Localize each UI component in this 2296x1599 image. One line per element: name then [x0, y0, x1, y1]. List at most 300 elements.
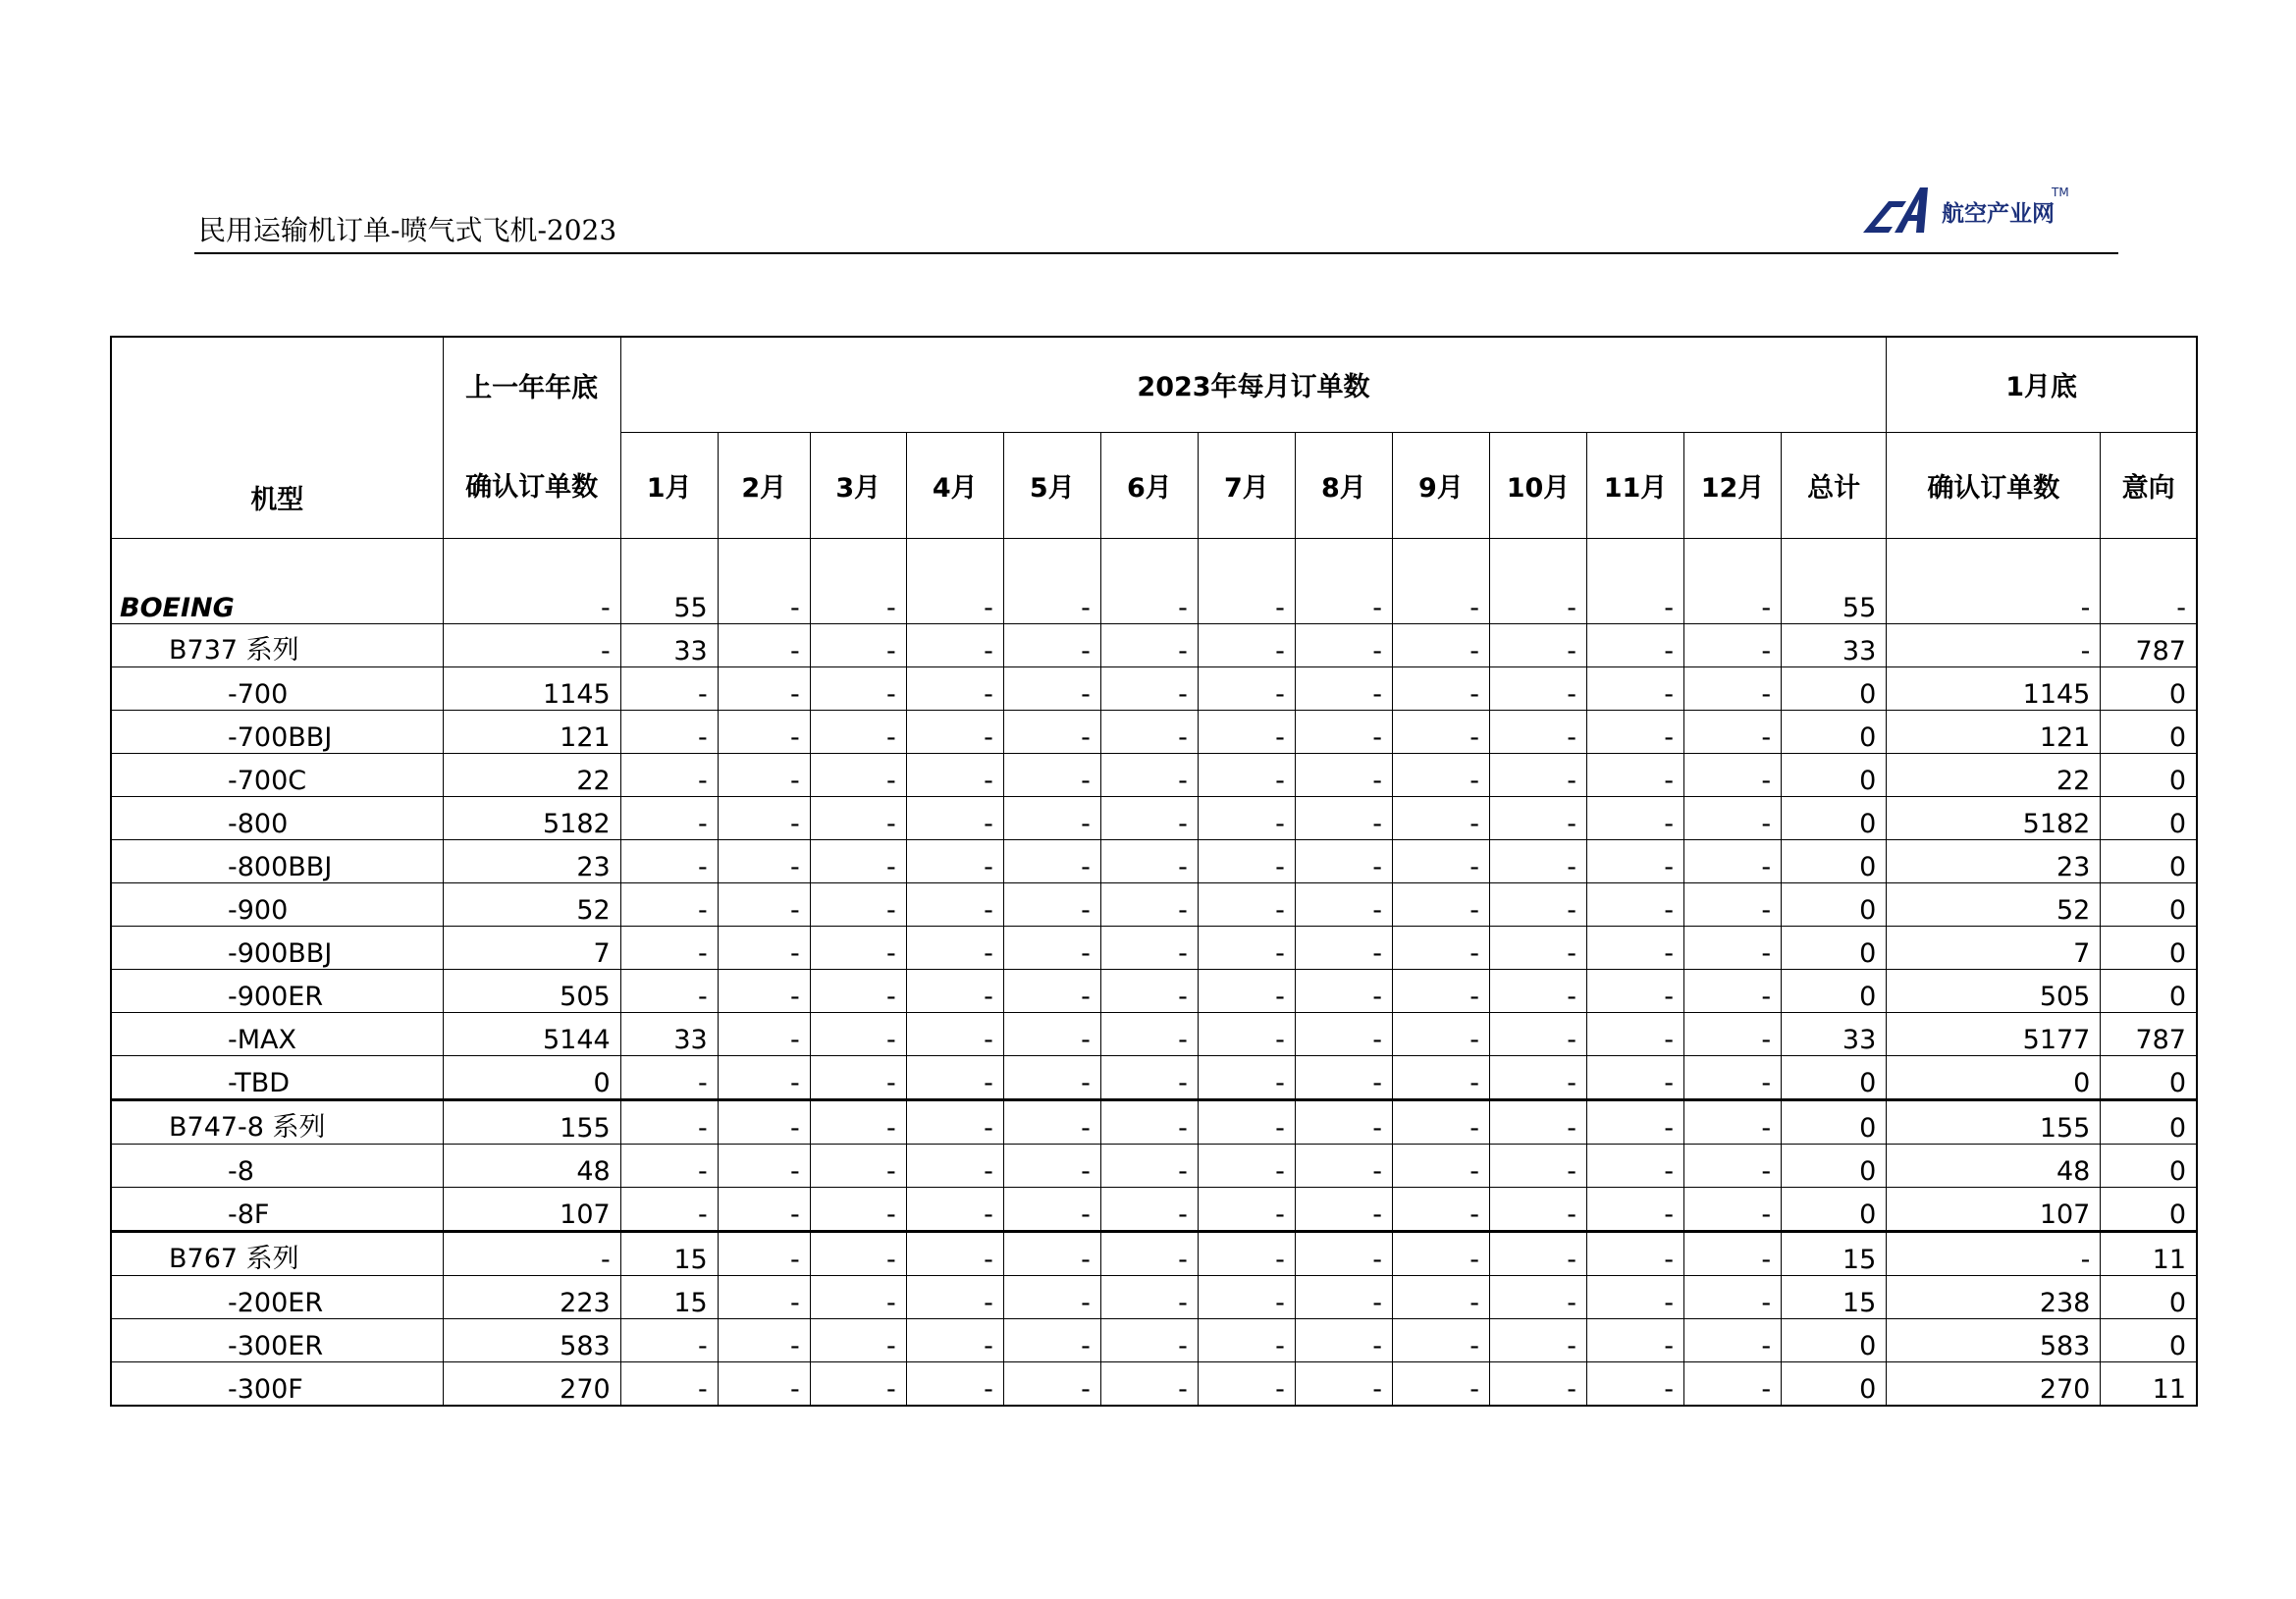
cell-confirmed: 5177 — [1887, 1012, 2101, 1055]
cell-month-6: - — [1100, 1187, 1198, 1231]
cell-month-6: - — [1100, 796, 1198, 839]
col-month-12-header: 12月 — [1684, 432, 1782, 538]
cell-month-3: - — [810, 753, 906, 796]
cell-month-12: - — [1684, 538, 1782, 623]
cell-model: B747-8 系列 — [111, 1099, 443, 1144]
cell-intent: 0 — [2101, 1144, 2197, 1187]
cell-intent: 0 — [2101, 1099, 2197, 1144]
cell-month-6: - — [1100, 1012, 1198, 1055]
cell-total: 0 — [1782, 1318, 1887, 1361]
cell-prev-confirmed: 23 — [443, 839, 620, 882]
cell-month-11: - — [1587, 710, 1684, 753]
cell-month-12: - — [1684, 1275, 1782, 1318]
cell-prev-confirmed: 1145 — [443, 666, 620, 710]
table-row — [111, 882, 2197, 926]
cell-model: -800 — [111, 796, 443, 839]
cell-month-10: - — [1489, 1144, 1586, 1187]
cell-intent: 0 — [2101, 969, 2197, 1012]
table-row — [111, 1275, 2197, 1318]
cell-intent: 0 — [2101, 1275, 2197, 1318]
cell-month-2: - — [718, 926, 810, 969]
cell-month-5: - — [1003, 623, 1100, 666]
cell-month-12: - — [1684, 839, 1782, 882]
cell-month-1: - — [620, 882, 718, 926]
cell-month-11: - — [1587, 753, 1684, 796]
cell-intent: 0 — [2101, 1318, 2197, 1361]
cell-month-8: - — [1295, 839, 1392, 882]
cell-month-1: 15 — [620, 1231, 718, 1275]
cell-month-5: - — [1003, 753, 1100, 796]
cell-month-11: - — [1587, 839, 1684, 882]
cell-month-11: - — [1587, 1144, 1684, 1187]
cell-month-5: - — [1003, 1361, 1100, 1406]
cell-month-8: - — [1295, 1144, 1392, 1187]
cell-confirmed: 5182 — [1887, 796, 2101, 839]
cell-month-9: - — [1392, 1275, 1489, 1318]
cell-month-10: - — [1489, 1361, 1586, 1406]
cell-month-10: - — [1489, 1275, 1586, 1318]
cell-month-7: - — [1198, 969, 1295, 1012]
cell-month-1: - — [620, 1361, 718, 1406]
col-intent-header: 意向 — [2101, 432, 2197, 538]
cell-month-6: - — [1100, 710, 1198, 753]
cell-month-7: - — [1198, 538, 1295, 623]
cell-model: -TBD — [111, 1055, 443, 1099]
cell-total: 0 — [1782, 969, 1887, 1012]
table-row — [111, 538, 2197, 623]
cell-month-12: - — [1684, 1187, 1782, 1231]
cell-intent: 0 — [2101, 710, 2197, 753]
cell-total: 33 — [1782, 1012, 1887, 1055]
cell-prev-confirmed: 223 — [443, 1275, 620, 1318]
page-header — [194, 186, 2118, 254]
cell-total: 15 — [1782, 1275, 1887, 1318]
cell-month-7: - — [1198, 1231, 1295, 1275]
cell-month-2: - — [718, 1055, 810, 1099]
cell-month-6: - — [1100, 1055, 1198, 1099]
cell-month-7: - — [1198, 1187, 1295, 1231]
cell-month-7: - — [1198, 882, 1295, 926]
cell-month-5: - — [1003, 538, 1100, 623]
cell-total: 0 — [1782, 1144, 1887, 1187]
cell-confirmed: 238 — [1887, 1275, 2101, 1318]
cell-month-2: - — [718, 1099, 810, 1144]
cell-month-4: - — [906, 753, 1003, 796]
cell-month-6: - — [1100, 1318, 1198, 1361]
cell-month-1: - — [620, 1055, 718, 1099]
cell-month-8: - — [1295, 753, 1392, 796]
cell-month-10: - — [1489, 839, 1586, 882]
cell-month-5: - — [1003, 666, 1100, 710]
cell-month-12: - — [1684, 1361, 1782, 1406]
cell-total: 0 — [1782, 1187, 1887, 1231]
cell-month-8: - — [1295, 1318, 1392, 1361]
cell-intent: - — [2101, 538, 2197, 623]
cell-model: -300ER — [111, 1318, 443, 1361]
cell-model: -800BBJ — [111, 839, 443, 882]
cell-month-8: - — [1295, 666, 1392, 710]
cell-month-12: - — [1684, 1099, 1782, 1144]
cell-month-12: - — [1684, 666, 1782, 710]
cell-confirmed: 1145 — [1887, 666, 2101, 710]
cell-month-5: - — [1003, 882, 1100, 926]
cell-month-8: - — [1295, 1055, 1392, 1099]
col-prev-year-header: 上一年年底 — [443, 337, 620, 432]
cell-month-9: - — [1392, 1187, 1489, 1231]
cell-month-7: - — [1198, 1318, 1295, 1361]
cell-month-12: - — [1684, 882, 1782, 926]
cell-month-3: - — [810, 1231, 906, 1275]
cell-prev-confirmed: 48 — [443, 1144, 620, 1187]
cell-month-5: - — [1003, 1055, 1100, 1099]
cell-month-9: - — [1392, 1318, 1489, 1361]
cell-month-2: - — [718, 839, 810, 882]
cell-month-7: - — [1198, 1099, 1295, 1144]
cell-month-7: - — [1198, 1275, 1295, 1318]
cell-model: -900 — [111, 882, 443, 926]
cell-month-4: - — [906, 1231, 1003, 1275]
table-header — [111, 337, 2197, 538]
col-month-10-header: 10月 — [1489, 432, 1586, 538]
cell-intent: 11 — [2101, 1361, 2197, 1406]
cell-month-8: - — [1295, 710, 1392, 753]
cell-prev-confirmed: 0 — [443, 1055, 620, 1099]
cell-month-10: - — [1489, 796, 1586, 839]
cell-month-2: - — [718, 538, 810, 623]
cell-total: 0 — [1782, 1361, 1887, 1406]
cell-month-4: - — [906, 1012, 1003, 1055]
cell-prev-confirmed: 22 — [443, 753, 620, 796]
cell-month-11: - — [1587, 623, 1684, 666]
cell-month-5: - — [1003, 926, 1100, 969]
col-month-4-header: 4月 — [906, 432, 1003, 538]
col-prev-confirmed-header: 确认订单数 — [443, 432, 620, 538]
cell-month-3: - — [810, 666, 906, 710]
cell-month-4: - — [906, 839, 1003, 882]
cell-month-7: - — [1198, 753, 1295, 796]
cell-month-12: - — [1684, 1231, 1782, 1275]
col-model-header: 机型 — [111, 337, 443, 538]
cell-model: -MAX — [111, 1012, 443, 1055]
cell-month-5: - — [1003, 969, 1100, 1012]
cell-month-8: - — [1295, 1231, 1392, 1275]
cell-month-3: - — [810, 623, 906, 666]
cell-prev-confirmed: 505 — [443, 969, 620, 1012]
cell-month-6: - — [1100, 1231, 1198, 1275]
cell-month-2: - — [718, 666, 810, 710]
cell-month-4: - — [906, 1099, 1003, 1144]
cell-month-10: - — [1489, 1187, 1586, 1231]
cell-month-2: - — [718, 969, 810, 1012]
cell-model: -8 — [111, 1144, 443, 1187]
cell-month-8: - — [1295, 623, 1392, 666]
cell-month-4: - — [906, 882, 1003, 926]
cell-confirmed: 505 — [1887, 969, 2101, 1012]
cell-month-6: - — [1100, 1099, 1198, 1144]
cell-month-10: - — [1489, 623, 1586, 666]
cell-month-6: - — [1100, 839, 1198, 882]
cell-prev-confirmed: 5182 — [443, 796, 620, 839]
cell-month-10: - — [1489, 882, 1586, 926]
col-month-2-header: 2月 — [718, 432, 810, 538]
cell-month-11: - — [1587, 1361, 1684, 1406]
cell-model: -700 — [111, 666, 443, 710]
cell-month-3: - — [810, 1275, 906, 1318]
cell-model: -900ER — [111, 969, 443, 1012]
cell-prev-confirmed: 155 — [443, 1099, 620, 1144]
cell-month-8: - — [1295, 882, 1392, 926]
cell-month-1: 33 — [620, 1012, 718, 1055]
cell-month-4: - — [906, 538, 1003, 623]
cell-month-4: - — [906, 1318, 1003, 1361]
cell-month-6: - — [1100, 969, 1198, 1012]
cell-intent: 0 — [2101, 839, 2197, 882]
cell-month-10: - — [1489, 1012, 1586, 1055]
cell-month-7: - — [1198, 796, 1295, 839]
cell-month-12: - — [1684, 1318, 1782, 1361]
aviation-logo — [1859, 182, 2085, 239]
cell-month-5: - — [1003, 839, 1100, 882]
cell-month-1: - — [620, 710, 718, 753]
cell-month-6: - — [1100, 666, 1198, 710]
cell-month-3: - — [810, 839, 906, 882]
cell-month-6: - — [1100, 926, 1198, 969]
cell-month-7: - — [1198, 926, 1295, 969]
cell-month-2: - — [718, 623, 810, 666]
cell-total: 0 — [1782, 666, 1887, 710]
cell-month-10: - — [1489, 710, 1586, 753]
cell-month-4: - — [906, 796, 1003, 839]
table-row — [111, 1012, 2197, 1055]
cell-month-10: - — [1489, 1318, 1586, 1361]
cell-month-4: - — [906, 1361, 1003, 1406]
cell-month-6: - — [1100, 882, 1198, 926]
cell-month-1: - — [620, 753, 718, 796]
cell-month-3: - — [810, 926, 906, 969]
cell-month-6: - — [1100, 753, 1198, 796]
cell-confirmed: 0 — [1887, 1055, 2101, 1099]
cell-month-12: - — [1684, 969, 1782, 1012]
cell-month-4: - — [906, 1275, 1003, 1318]
col-month-3-header: 3月 — [810, 432, 906, 538]
cell-month-5: - — [1003, 796, 1100, 839]
cell-month-9: - — [1392, 1012, 1489, 1055]
cell-month-12: - — [1684, 796, 1782, 839]
cell-intent: 787 — [2101, 1012, 2197, 1055]
cell-month-12: - — [1684, 926, 1782, 969]
document-title: 民用运输机订单-喷气式飞机-2023 — [198, 214, 617, 246]
cell-month-11: - — [1587, 666, 1684, 710]
cell-month-2: - — [718, 1275, 810, 1318]
cell-month-3: - — [810, 882, 906, 926]
cell-confirmed: 107 — [1887, 1187, 2101, 1231]
cell-month-8: - — [1295, 1099, 1392, 1144]
cell-model: -700C — [111, 753, 443, 796]
cell-month-4: - — [906, 926, 1003, 969]
cell-month-9: - — [1392, 796, 1489, 839]
cell-confirmed: - — [1887, 623, 2101, 666]
cell-prev-confirmed: - — [443, 538, 620, 623]
cell-intent: 0 — [2101, 882, 2197, 926]
table-row — [111, 969, 2197, 1012]
cell-month-4: - — [906, 1144, 1003, 1187]
cell-month-2: - — [718, 753, 810, 796]
cell-month-1: - — [620, 839, 718, 882]
cell-confirmed: - — [1887, 1231, 2101, 1275]
col-monthly-group-header: 2023年每月订单数 — [620, 337, 1887, 432]
cell-month-2: - — [718, 1318, 810, 1361]
cell-month-8: - — [1295, 1361, 1392, 1406]
cell-intent: 11 — [2101, 1231, 2197, 1275]
cell-month-5: - — [1003, 1231, 1100, 1275]
cell-month-4: - — [906, 1055, 1003, 1099]
cell-prev-confirmed: 583 — [443, 1318, 620, 1361]
cell-month-3: - — [810, 1361, 906, 1406]
table-row — [111, 796, 2197, 839]
cell-month-8: - — [1295, 1187, 1392, 1231]
cell-month-9: - — [1392, 1231, 1489, 1275]
cell-month-9: - — [1392, 623, 1489, 666]
cell-intent: 0 — [2101, 796, 2197, 839]
cell-month-3: - — [810, 796, 906, 839]
cell-month-4: - — [906, 1187, 1003, 1231]
cell-month-5: - — [1003, 710, 1100, 753]
table-row — [111, 1099, 2197, 1144]
cell-total: 33 — [1782, 623, 1887, 666]
cell-intent: 0 — [2101, 753, 2197, 796]
table-body — [111, 538, 2197, 1406]
cell-month-1: - — [620, 796, 718, 839]
cell-month-12: - — [1684, 1012, 1782, 1055]
cell-month-7: - — [1198, 623, 1295, 666]
cell-month-3: - — [810, 538, 906, 623]
cell-model: BOEING — [111, 538, 443, 623]
cell-month-11: - — [1587, 538, 1684, 623]
cell-model: B737 系列 — [111, 623, 443, 666]
cell-month-9: - — [1392, 839, 1489, 882]
cell-model: -200ER — [111, 1275, 443, 1318]
cell-month-2: - — [718, 796, 810, 839]
cell-month-7: - — [1198, 1361, 1295, 1406]
cell-month-9: - — [1392, 1055, 1489, 1099]
cell-month-10: - — [1489, 969, 1586, 1012]
col-month-end-group-header: 1月底 — [1887, 337, 2197, 432]
cell-month-2: - — [718, 1361, 810, 1406]
cell-prev-confirmed: 107 — [443, 1187, 620, 1231]
cell-month-3: - — [810, 1318, 906, 1361]
cell-prev-confirmed: - — [443, 1231, 620, 1275]
table-row — [111, 710, 2197, 753]
cell-month-5: - — [1003, 1187, 1100, 1231]
cell-month-9: - — [1392, 1099, 1489, 1144]
cell-month-10: - — [1489, 1099, 1586, 1144]
cell-total: 0 — [1782, 753, 1887, 796]
cell-month-9: - — [1392, 666, 1489, 710]
table-row — [111, 1231, 2197, 1275]
col-month-7-header: 7月 — [1198, 432, 1295, 538]
cell-month-4: - — [906, 710, 1003, 753]
cell-total: 0 — [1782, 710, 1887, 753]
cell-month-11: - — [1587, 1231, 1684, 1275]
cell-prev-confirmed: - — [443, 623, 620, 666]
cell-month-1: - — [620, 666, 718, 710]
cell-month-11: - — [1587, 1012, 1684, 1055]
cell-month-11: - — [1587, 796, 1684, 839]
cell-confirmed: 121 — [1887, 710, 2101, 753]
cell-month-3: - — [810, 969, 906, 1012]
cell-total: 0 — [1782, 882, 1887, 926]
cell-month-2: - — [718, 1187, 810, 1231]
cell-prev-confirmed: 270 — [443, 1361, 620, 1406]
cell-month-5: - — [1003, 1012, 1100, 1055]
cell-total: 0 — [1782, 1055, 1887, 1099]
cell-model: -700BBJ — [111, 710, 443, 753]
cell-month-5: - — [1003, 1318, 1100, 1361]
cell-month-7: - — [1198, 1144, 1295, 1187]
col-month-1-header: 1月 — [620, 432, 718, 538]
cell-month-8: - — [1295, 1012, 1392, 1055]
cell-intent: 0 — [2101, 666, 2197, 710]
cell-month-5: - — [1003, 1099, 1100, 1144]
cell-month-1: - — [620, 1187, 718, 1231]
col-month-11-header: 11月 — [1587, 432, 1684, 538]
cell-month-11: - — [1587, 882, 1684, 926]
cell-month-1: - — [620, 1099, 718, 1144]
cell-month-1: - — [620, 926, 718, 969]
cell-month-12: - — [1684, 1055, 1782, 1099]
cell-month-8: - — [1295, 926, 1392, 969]
cell-month-9: - — [1392, 882, 1489, 926]
cell-month-8: - — [1295, 969, 1392, 1012]
cell-month-6: - — [1100, 623, 1198, 666]
cell-model: -300F — [111, 1361, 443, 1406]
cell-month-7: - — [1198, 1055, 1295, 1099]
cell-month-11: - — [1587, 1318, 1684, 1361]
cell-month-3: - — [810, 1187, 906, 1231]
cell-month-12: - — [1684, 710, 1782, 753]
logo-text: 航空产业网 — [1942, 201, 2055, 227]
cell-month-1: - — [620, 1144, 718, 1187]
cell-month-7: - — [1198, 710, 1295, 753]
cell-month-11: - — [1587, 1275, 1684, 1318]
cell-confirmed: 270 — [1887, 1361, 2101, 1406]
cell-month-2: - — [718, 710, 810, 753]
cell-month-3: - — [810, 1055, 906, 1099]
cell-month-6: - — [1100, 1144, 1198, 1187]
table-row — [111, 753, 2197, 796]
cell-month-8: - — [1295, 796, 1392, 839]
table-row — [111, 1187, 2197, 1231]
cell-confirmed: 23 — [1887, 839, 2101, 882]
cell-model: -8F — [111, 1187, 443, 1231]
cell-confirmed: 155 — [1887, 1099, 2101, 1144]
cell-month-2: - — [718, 1012, 810, 1055]
cell-month-11: - — [1587, 1099, 1684, 1144]
cell-month-1: - — [620, 969, 718, 1012]
col-total-header: 总计 — [1782, 432, 1887, 538]
cell-month-11: - — [1587, 1187, 1684, 1231]
cell-month-9: - — [1392, 1144, 1489, 1187]
cell-month-12: - — [1684, 623, 1782, 666]
cell-model: -900BBJ — [111, 926, 443, 969]
cell-month-1: 33 — [620, 623, 718, 666]
cell-month-3: - — [810, 710, 906, 753]
plane-logo-icon — [1859, 182, 1938, 239]
cell-month-7: - — [1198, 666, 1295, 710]
logo-trademark: TM — [2052, 186, 2069, 199]
cell-month-9: - — [1392, 538, 1489, 623]
cell-month-8: - — [1295, 1275, 1392, 1318]
